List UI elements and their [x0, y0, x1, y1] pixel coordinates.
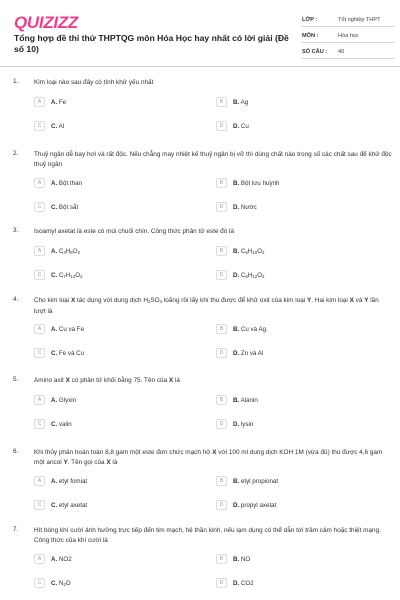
- option-text: D. $C_6H_{12}O_2$: [233, 271, 265, 279]
- option-text: A. NO2: [51, 555, 72, 563]
- option-text: C. Bột sắt: [51, 203, 79, 211]
- option-c[interactable]: [34, 418, 72, 430]
- meta-value: Tốt nghiệp THPT: [338, 16, 381, 23]
- option-c[interactable]: [34, 201, 78, 213]
- question-text: Khi thủy phân hoàn toàn 8,8 gam một este đơn chức mạch hở X với 100 ml dung dịch KOH 1M (vừa đủ) thu được 4,6 gam một ancol Y. Tên gọi của X là: [34, 449, 383, 466]
- option-letter-box: B: [216, 97, 227, 107]
- meta-row-class: [302, 13, 394, 27]
- option-d[interactable]: [216, 201, 257, 213]
- question-number: 5.: [13, 376, 19, 383]
- question-text: Cho kim loại X tác dụng với dung dịch $H_2SO_4$ loãng rồi lấy khí thu được để khử oxit của kim loại Y. Hai kim loại X và Y lần lượt là: [34, 297, 379, 315]
- option-b[interactable]: [216, 96, 248, 108]
- option-text: A. $C_4H_8O_2$: [51, 247, 81, 255]
- option-letter-box: B: [216, 246, 227, 256]
- meta-value: 40: [338, 48, 345, 55]
- option-text: A. Glyxin: [51, 396, 77, 404]
- option-b[interactable]: [216, 475, 278, 487]
- option-a[interactable]: [34, 553, 72, 565]
- question-number: 3.: [13, 227, 19, 234]
- option-letter-box: D: [216, 578, 227, 588]
- quizizz-logo: QUIZIZZ: [14, 13, 78, 32]
- question-number: 7.: [13, 526, 19, 533]
- option-d[interactable]: [216, 120, 249, 132]
- option-text: A. Cu và Fe: [51, 325, 85, 333]
- option-b[interactable]: [216, 394, 258, 406]
- option-b[interactable]: [216, 323, 268, 335]
- question-number: 1.: [13, 78, 19, 85]
- option-letter-box: A: [34, 324, 45, 334]
- option-letter-box: C: [34, 348, 45, 358]
- option-letter-box: B: [216, 178, 227, 188]
- option-text: C. etyl axetat: [51, 501, 88, 509]
- option-letter-box: C: [34, 500, 45, 510]
- document-header: [0, 0, 400, 62]
- option-letter-box: A: [34, 395, 45, 405]
- meta-row-count: [302, 45, 394, 59]
- meta-value: Hóa học: [338, 32, 359, 39]
- option-a[interactable]: [34, 323, 84, 335]
- option-letter-box: D: [216, 348, 227, 358]
- option-letter-box: B: [216, 395, 227, 405]
- option-a[interactable]: [34, 96, 66, 108]
- option-letter-box: A: [34, 554, 45, 564]
- option-letter-box: C: [34, 270, 45, 280]
- meta-panel: [302, 13, 394, 61]
- option-text: A. Fe: [51, 98, 67, 106]
- option-text: C. Al: [51, 122, 65, 130]
- option-letter-box: D: [216, 419, 227, 429]
- document-title: Tổng hợp đề thi thử THPTQG môn Hóa Học hay nhất có lời giải (Đề số 10): [14, 33, 289, 54]
- option-letter-box: C: [34, 578, 45, 588]
- option-c[interactable]: [34, 120, 64, 132]
- question-number: 2.: [13, 150, 19, 157]
- question-text: Amino axit X có phân tử khối bằng 75. Tên của X là: [34, 377, 180, 384]
- option-d[interactable]: [216, 347, 263, 359]
- question-text: Hít bóng khí cười ảnh hưởng trực tiếp đến tim mạch, hệ thần kinh, nếu lạm dụng có thể dẫn tới trầm cảm hoặc thiệt mạng. Công thức của khí cười là: [34, 527, 381, 544]
- option-text: C. $C_7H_{14}O_2$: [51, 271, 83, 279]
- option-d[interactable]: [216, 499, 276, 511]
- option-text: B. etyl propionat: [233, 477, 279, 485]
- option-text: B. $C_5H_{10}O_2$: [233, 247, 265, 255]
- option-a[interactable]: [34, 394, 76, 406]
- option-c[interactable]: [34, 577, 71, 589]
- option-letter-box: B: [216, 476, 227, 486]
- option-a[interactable]: [34, 177, 82, 189]
- option-letter-box: C: [34, 419, 45, 429]
- option-text: C. Fe và Cu: [51, 349, 85, 357]
- option-letter-box: C: [34, 202, 45, 212]
- option-letter-box: B: [216, 554, 227, 564]
- option-b[interactable]: [216, 245, 264, 257]
- option-text: D. lysin: [233, 420, 254, 428]
- option-d[interactable]: [216, 577, 254, 589]
- option-text: C. $N_2O$: [51, 579, 71, 587]
- option-text: B. Cu và Ag.: [233, 325, 268, 333]
- question-text: Isoamyl axetat là este có mùi chuối chín. Công thức phân tử este đó là: [34, 228, 235, 235]
- option-text: B. Bột lưu huỳnh: [233, 179, 280, 187]
- option-letter-box: B: [216, 324, 227, 334]
- option-letter-box: A: [34, 476, 45, 486]
- option-d[interactable]: [216, 269, 264, 281]
- option-text: D. Nước: [233, 203, 257, 211]
- option-letter-box: A: [34, 246, 45, 256]
- option-letter-box: A: [34, 97, 45, 107]
- meta-row-subject: [302, 29, 394, 43]
- option-text: D. CO2: [233, 579, 254, 587]
- option-letter-box: D: [216, 202, 227, 212]
- meta-key: MÔN :: [302, 32, 319, 39]
- option-letter-box: C: [34, 121, 45, 131]
- meta-key: SỐ CÂU :: [302, 48, 328, 55]
- option-text: D. Zn và Al: [233, 349, 264, 357]
- option-text: D. propyl axetat: [233, 501, 277, 509]
- option-text: D. Cu: [233, 122, 249, 130]
- option-text: A. Bột than: [51, 179, 82, 187]
- option-text: B. NO: [233, 555, 251, 563]
- meta-key: LỚP :: [302, 16, 318, 23]
- question-text: Kim loại nào sau đây có tính khử yếu nhất: [34, 79, 154, 86]
- header-divider: [0, 66, 400, 67]
- option-b[interactable]: [216, 553, 250, 565]
- question-number: 4.: [13, 296, 19, 303]
- option-text: C. valin: [51, 420, 72, 428]
- option-d[interactable]: [216, 418, 253, 430]
- option-text: B. Alanin: [233, 396, 258, 404]
- option-b[interactable]: [216, 177, 279, 189]
- option-text: B. Ag: [233, 98, 249, 106]
- option-letter-box: D: [216, 500, 227, 510]
- option-c[interactable]: [34, 269, 82, 281]
- option-text: A. etyl fomiat: [51, 477, 88, 485]
- option-a[interactable]: [34, 475, 87, 487]
- question-text: Thuỷ ngân dễ bay hơi và rất độc. Nếu chẳng may nhiệt kế thuỷ ngân bị vỡ thì dùng chất nào trong số các chất sau để khử độc thuỷ ngân: [34, 151, 392, 168]
- option-c[interactable]: [34, 347, 84, 359]
- option-c[interactable]: [34, 499, 87, 511]
- option-letter-box: A: [34, 178, 45, 188]
- option-letter-box: D: [216, 121, 227, 131]
- question-number: 6.: [13, 448, 19, 455]
- option-letter-box: D: [216, 270, 227, 280]
- option-a[interactable]: [34, 245, 80, 257]
